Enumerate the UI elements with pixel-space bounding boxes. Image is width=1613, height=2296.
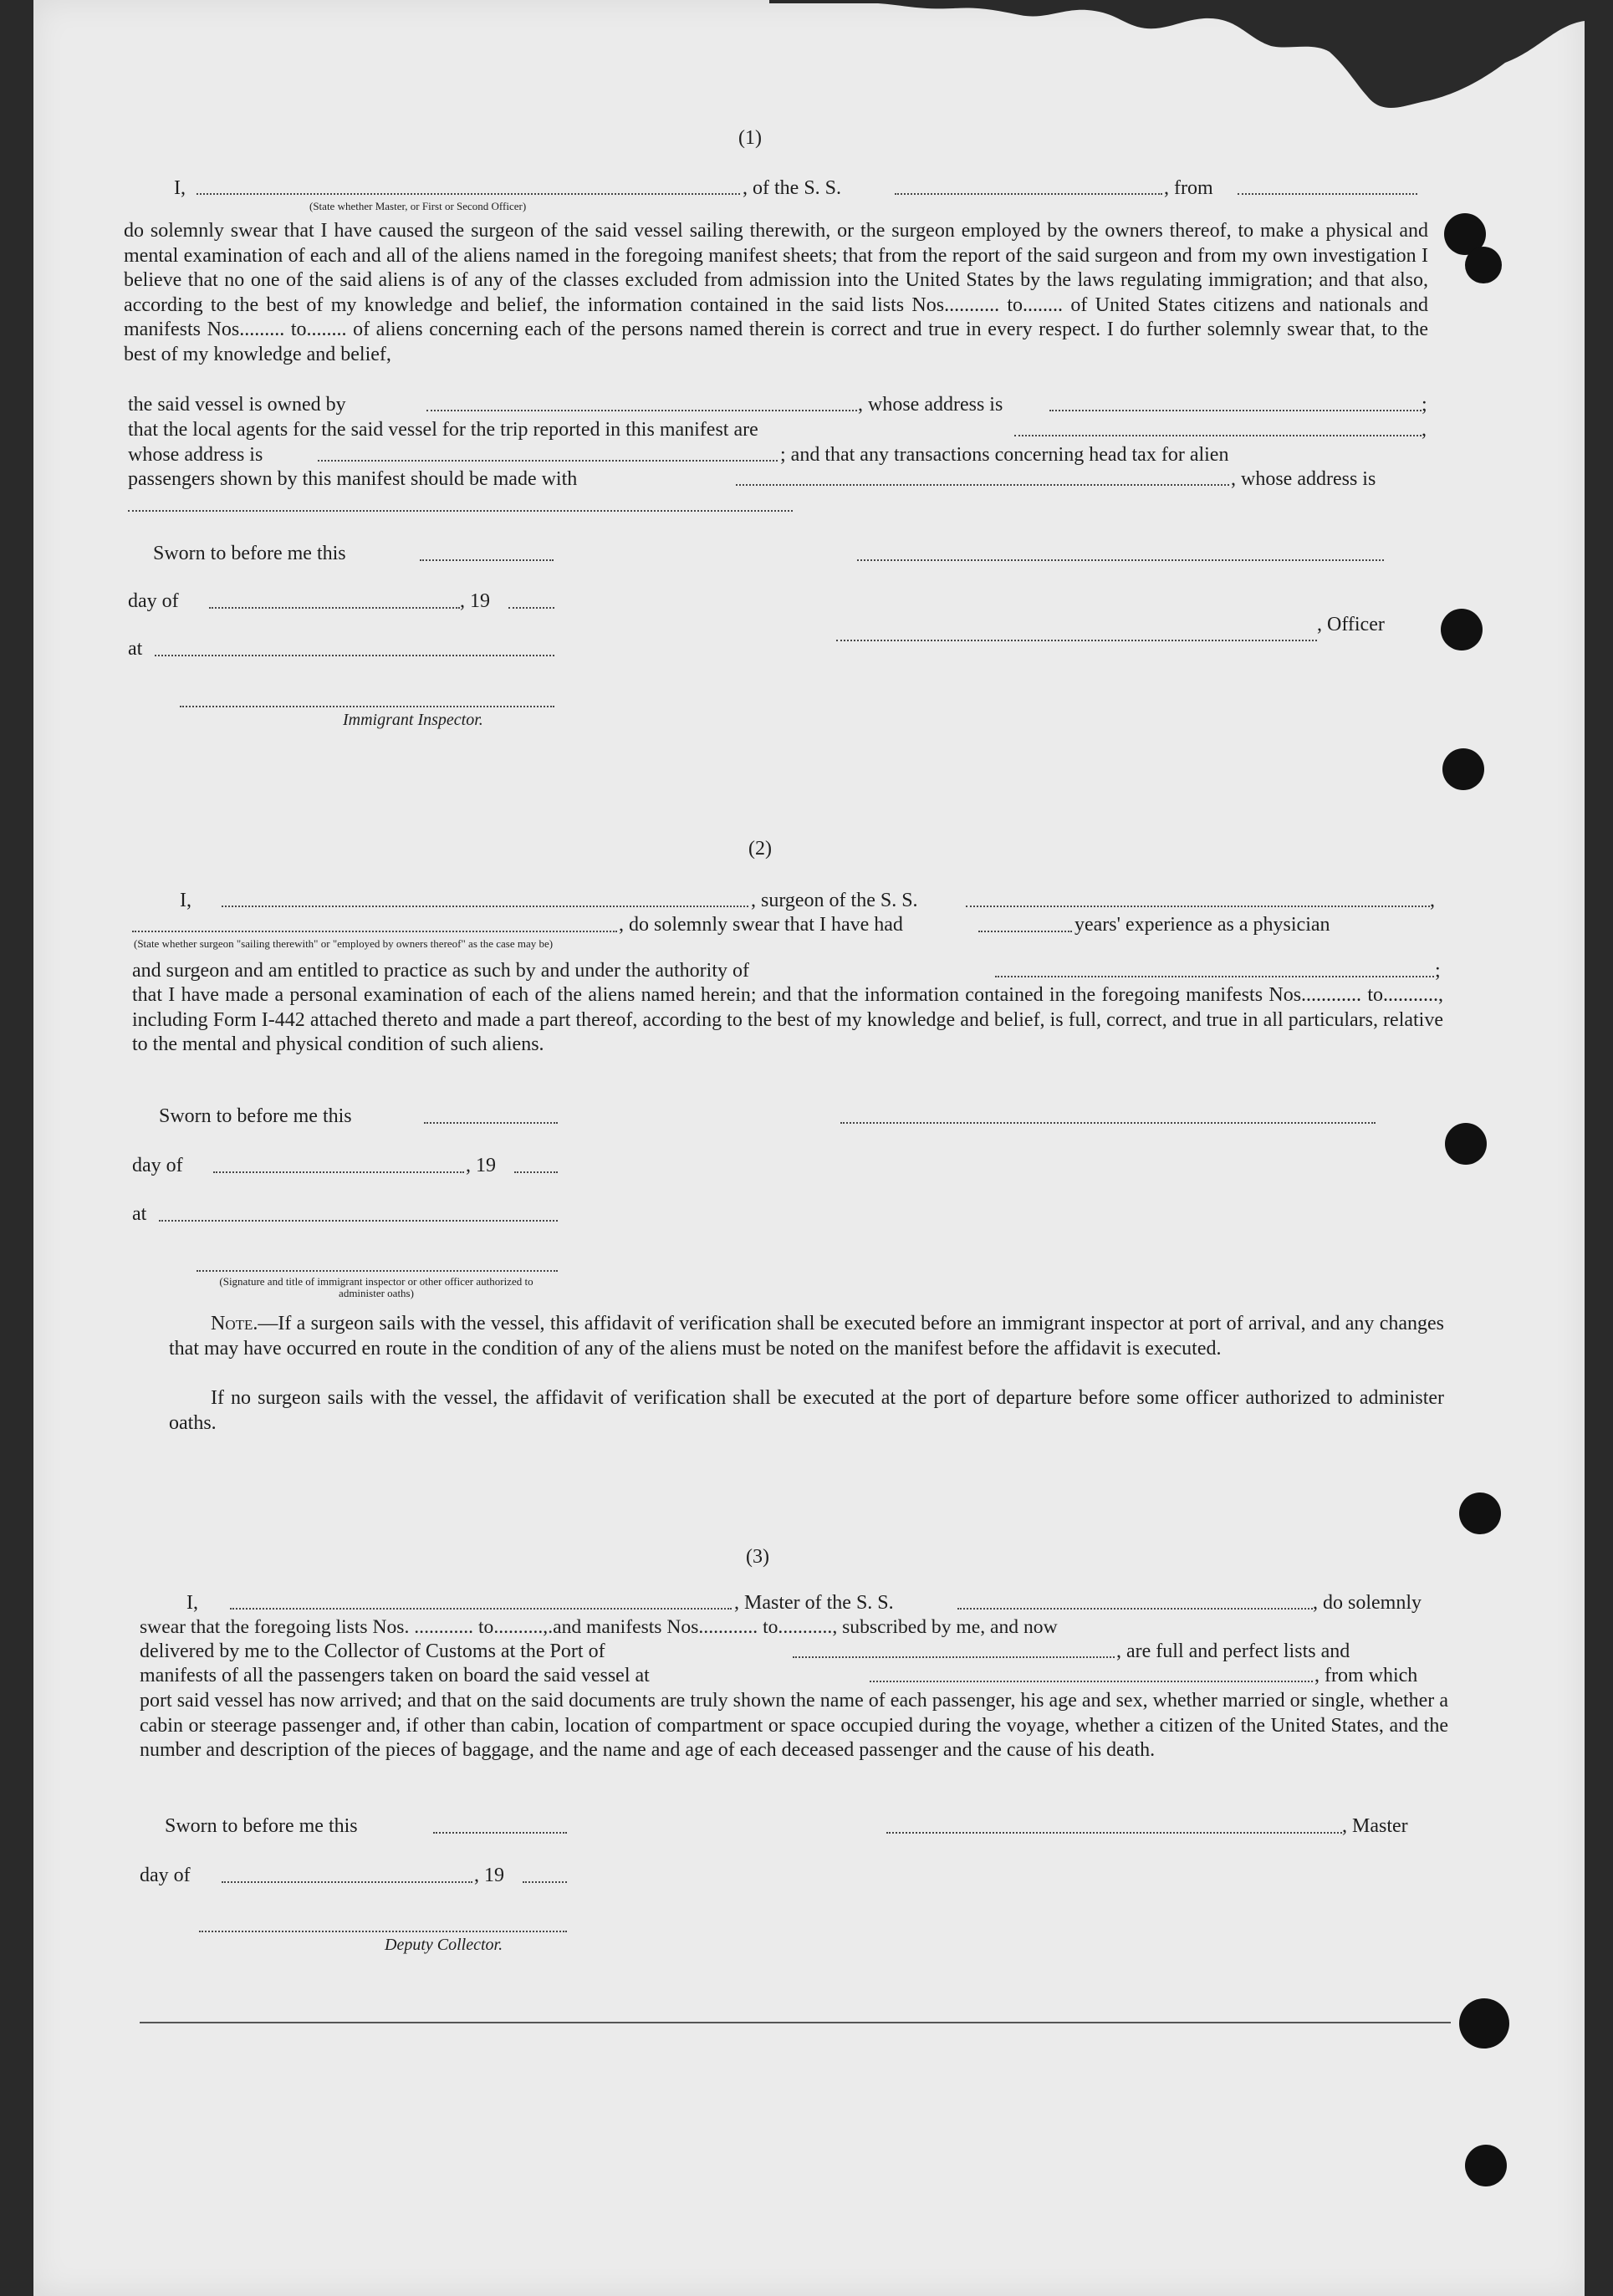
punch-hole-3 [1441, 609, 1483, 651]
s3-day-line [222, 1881, 472, 1883]
s2-day-of: day of [132, 1155, 183, 1176]
s3-delivered: delivered by me to the Collector of Customs at the Port of [140, 1640, 605, 1662]
s1-at-line [155, 655, 554, 656]
s1-year-line [508, 607, 554, 609]
s1-whose-address-2: , whose address is [1231, 468, 1376, 490]
s1-officer: , Officer [1317, 614, 1385, 635]
s3-collector-line [199, 1931, 567, 1932]
s2-surgeon-sig-line [840, 1122, 1376, 1124]
s1-inspector: Immigrant Inspector. [343, 711, 483, 729]
s3-year-line [523, 1881, 567, 1883]
s2-swear-had: , do solemnly swear that I have had [619, 914, 903, 936]
s2-inspector-line [197, 1270, 558, 1272]
section-1-number: (1) [738, 127, 762, 149]
s2-sig-caption: (Signature and title of immigrant inspector or other officer authorized to administer oaths) [219, 1275, 533, 1299]
s2-authority-line [995, 976, 1434, 977]
s3-swear-lists: swear that the foregoing lists Nos. ............ to..........,.and manifests Nos............ to..........., subscribed by me, and now [140, 1616, 1058, 1638]
s1-at: at [128, 638, 143, 660]
s1-whose-address: , whose address is [858, 394, 1003, 416]
s1-owned-by: the said vessel is owned by [128, 394, 346, 416]
s3-master: , Master [1342, 1815, 1408, 1837]
punch-hole-2 [1465, 247, 1502, 283]
s3-sworn: Sworn to before me this [165, 1815, 358, 1837]
s2-authority: and surgeon and am entitled to practice as such by and under the authority of [132, 960, 749, 982]
s1-name-line [197, 193, 740, 195]
s1-agents-line [1014, 435, 1422, 436]
s3-body: port said vessel has now arrived; and that on the said documents are truly shown the name of each passenger, his age and sex, whether married or single, whether a cabin or steerage passenger and, if other than cabin, location of compartment or space occupied during the voyage, whether a citizen of the United States, and the number and description of the pieces of baggage, and the name and age of each deceased passenger and the cause of his death. [140, 1690, 1448, 1761]
s1-inspector-line [180, 706, 554, 707]
section-3-number: (3) [746, 1546, 769, 1568]
s3-manifests: manifests of all the passengers taken on board the said vessel at [140, 1665, 650, 1686]
s1-of-ss-label: , of the S. S. [743, 177, 842, 199]
s1-passengers: passengers shown by this manifest should be made with [128, 468, 578, 490]
s3-port-line [793, 1656, 1115, 1658]
s3-master-of: , Master of the S. S. [734, 1592, 894, 1614]
punch-hole-6 [1459, 1492, 1501, 1534]
s3-do-solemnly: , do solemnly [1313, 1592, 1422, 1614]
s3-origin-line [870, 1681, 1313, 1682]
s1-agents-address: whose address is [128, 444, 263, 466]
s3-i-label: I, [186, 1592, 198, 1614]
s1-owner-line [426, 410, 857, 411]
bottom-rule [140, 2022, 1451, 2023]
s2-sworn-line [424, 1122, 558, 1124]
s1-day-line [209, 607, 460, 609]
s3-collector: Deputy Collector. [385, 1936, 503, 1954]
s2-sworn: Sworn to before me this [159, 1105, 352, 1127]
s3-full-perfect: , are full and perfect lists and [1116, 1640, 1350, 1662]
s1-ss-line [895, 193, 1162, 195]
s3-day-of: day of [140, 1865, 191, 1886]
s1-local-agents: that the local agents for the said vessel for the trip reported in this manifest are [128, 419, 758, 441]
s2-year-line [514, 1171, 558, 1173]
s2-surgeon-of: , surgeon of the S. S. [751, 890, 918, 911]
s1-i-label: I, [174, 177, 186, 199]
s1-from-line [1238, 193, 1417, 195]
s2-note-1: Note.—If a surgeon sails with the vessel, this affidavit of verification shall be executed before an immigrant inspector at port of arrival, and any changes that may have occurred en route in the condition of any of the aliens must be noted on the manifest before the affidavit is executed. [169, 1313, 1444, 1360]
form-page: (1) I, , of the S. S. , from (State whether Master, or First or Second Officer) do solemnly swear that I have caused the surgeon of the said vessel sailing therewith, or the surgeon employed by the owners thereof, to make a physical and mental examination of each and all of the aliens named in the foregoing manifest sheets; that from the report of the said surgeon and from my own investigation I believe that no one of the said aliens is of any of the classes excluded from admission into the United States by the laws regulating immigration; and that also, according to the best of my knowledge and belief, the information contained in the said lists Nos........... to........ of United States citizens and nationals and manifests Nos......... to........ of aliens concerning each of the persons named therein is correct and true in every respect. I do further solemnly swear that, to the best of my knowledge and belief, the said vessel is owned by , whose address is ; that the local agents for the said vessel for the trip reported in this manifest are , whose address is ; and that any transactions concerning head tax for alien passengers shown by this manifest should be made with , whose address is Sworn to before me this day of , 19 , Officer at Immigrant Inspector. (2) I, , surgeon of the S. S. , , do solemnly swear that I have had years' experience as a physician (State whether surgeon "sailing therewith" or "employed by owners thereof" as the case may be) and surgeon and am entitled to practice as such by and under the authority of ; that I have made a personal examination of each of the aliens named herein; and that the information contained in the foregoing manifests Nos............ to..........., including Form I-442 attached thereto and made a part thereof, according to the best of my knowledge and belief, is full, correct, and true in all particulars, relative to the mental and physical condition of such aliens. Sworn to before me this day of , 19 at (Signature and title of immigrant inspector or other officer authorized to administer oaths) Note.—If a surgeon sails with the vessel, this affidavit of verification shall be executed before an immigrant inspector at port of arrival, and any changes that may have occurred en route in the condition of any of the aliens must be noted on the manifest before the affidavit is executed. If no surgeon sails with the vessel, the affidavit of verification shall be executed at the port of departure before some officer authorized to administer oaths. (3) I, , Master of the S. S. , do solemnly swear that the foregoing lists Nos. ............ to..........,.and manifests Nos............ to..........., subscribed by me, and now delivered by me to the Collector of Customs at the Port of , are full and perfect lists and manifests of all the passengers taken on board the said vessel at , from which port said vessel has now arrived; and that on the said documents are truly shown the name of each passenger, his age and sex, whether married or single, whether a cabin or steerage passenger and, if other than cabin, location of compartment or space occupied during the voyage, whether a citizen of the United States, and the number and description of the pieces of baggage, and the name and age of each deceased passenger and the cause of his death. Sworn to before me this , Master day of , 19 Deputy Collector. [33, 0, 1585, 2296]
s1-day-of: day of [128, 590, 179, 612]
s1-agents-address-line [318, 460, 778, 462]
punch-hole-4 [1442, 748, 1484, 790]
s3-name-line [230, 1608, 732, 1610]
s1-from-label: , from [1164, 177, 1213, 199]
punch-hole-5 [1445, 1123, 1487, 1165]
s1-sworn-line [420, 559, 554, 561]
s1-caption: (State whether Master, or First or Second Officer) [309, 200, 527, 212]
s2-day-line [213, 1171, 464, 1173]
s1-officer-line [836, 640, 1317, 641]
s2-note-label: Note. [211, 1313, 258, 1334]
s3-year: , 19 [474, 1865, 504, 1886]
s1-head-tax: ; and that any transactions concerning head tax for alien [780, 444, 1229, 466]
s3-ss-line [957, 1608, 1313, 1610]
s1-year: , 19 [460, 590, 490, 612]
s1-master-sig-line [857, 559, 1384, 561]
s1-headtax-address-line [128, 510, 793, 512]
torn-corner [769, 0, 1585, 117]
s2-status-line [132, 931, 617, 932]
section-2-number: (2) [748, 838, 772, 860]
s2-years-line [978, 931, 1072, 932]
s2-at-line [159, 1220, 558, 1222]
s2-note-2: If no surgeon sails with the vessel, the affidavit of verification shall be executed at the port of departure before some officer authorized to administer oaths. [169, 1387, 1444, 1434]
s3-from-which: , from which [1314, 1665, 1418, 1686]
s1-body: do solemnly swear that I have caused the surgeon of the said vessel sailing therewith, or the surgeon employed by the owners thereof, to make a physical and mental examination of each and all of the aliens named in the foregoing manifest sheets; that from the report of the said surgeon and from my own investigation I believe that no one of the said aliens is of any of the classes excluded from admission into the United States by the laws regulating immigration; and that also, according to the best of my knowledge and belief, the information contained in the said lists Nos........... to........ of United States citizens and nationals and manifests Nos......... to........ of aliens concerning each of the persons named therein is correct and true in every respect. I do further solemnly swear that, to the best of my knowledge and belief, [124, 220, 1428, 365]
s2-name-line [222, 906, 748, 907]
s3-master-sig-line [886, 1832, 1342, 1834]
punch-hole-7 [1459, 1998, 1509, 2049]
s3-sworn-line [433, 1832, 567, 1834]
s2-caption: (State whether surgeon "sailing therewith" or "employed by owners thereof" as the case may be) [134, 937, 554, 950]
s2-body: that I have made a personal examination of each of the aliens named herein; and that the information contained in the foregoing manifests Nos............ to..........., including Form I-442 attached thereto and made a part thereof, according to the best of my knowledge and belief, is full, correct, and true in all particulars, relative to the mental and physical condition of such aliens. [132, 984, 1443, 1055]
s2-at: at [132, 1203, 147, 1225]
s2-i-label: I, [180, 890, 191, 911]
s2-year: , 19 [466, 1155, 496, 1176]
punch-hole-8 [1465, 2145, 1507, 2186]
s1-headtax-agent-line [736, 484, 1229, 486]
s2-years: years' experience as a physician [1074, 914, 1330, 936]
s2-ss-line [966, 906, 1430, 907]
s1-sworn: Sworn to before me this [153, 543, 346, 564]
s1-owner-address-line [1049, 410, 1422, 411]
